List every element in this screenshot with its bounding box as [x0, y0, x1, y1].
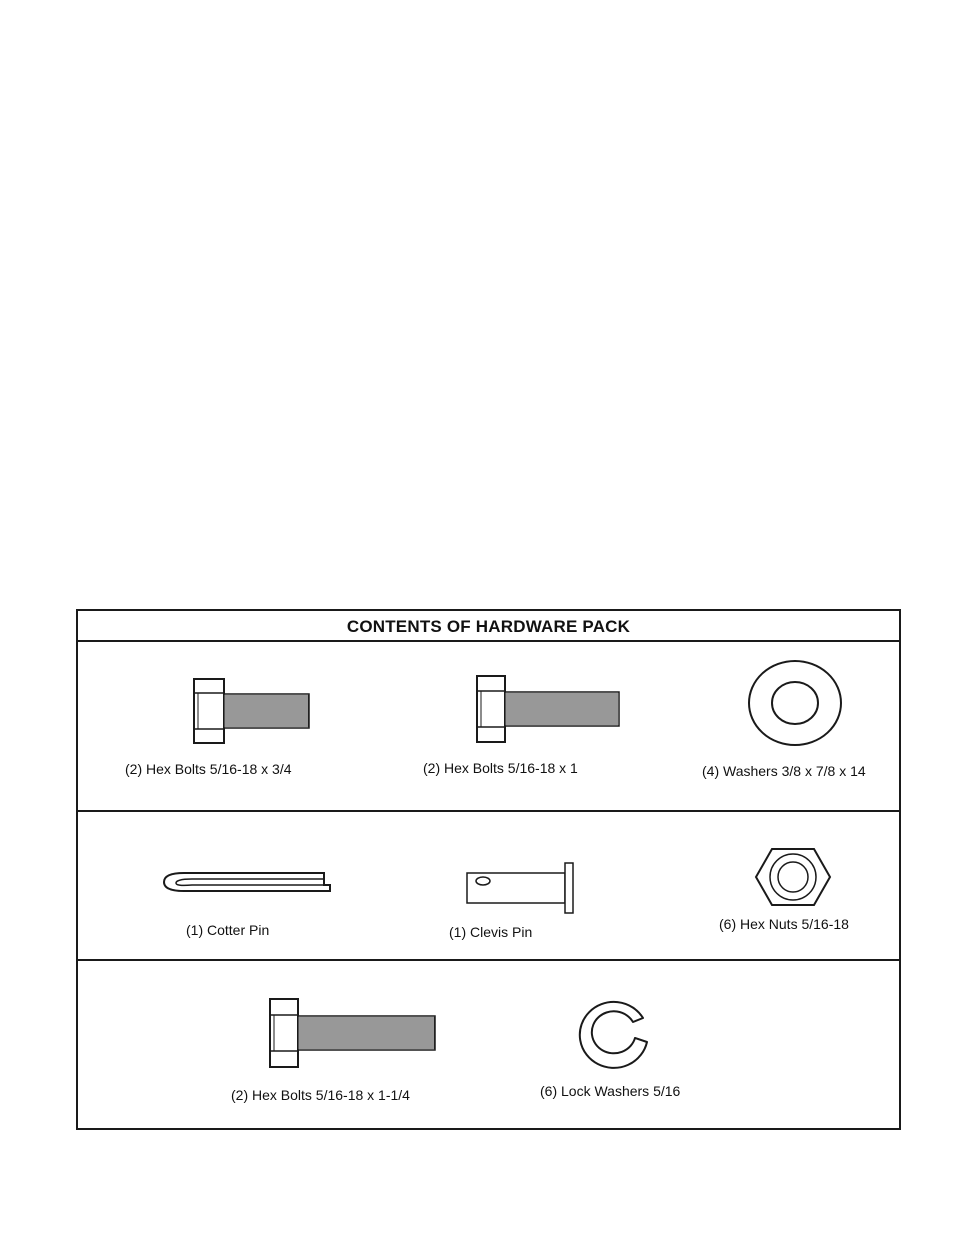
row-divider	[78, 959, 899, 961]
cotter-pin-icon	[162, 867, 334, 897]
hardware-pack-title: CONTENTS OF HARDWARE PACK	[78, 611, 899, 642]
hex-bolt-icon	[475, 674, 625, 744]
hardware-item-label: (1) Clevis Pin	[449, 924, 533, 940]
lock-washer-icon	[577, 998, 657, 1072]
hardware-item-label: (2) Hex Bolts 5/16-18 x 1-1/4	[231, 1087, 410, 1103]
hex-nut-icon	[754, 845, 834, 909]
hardware-item-label: (1) Cotter Pin	[186, 922, 270, 938]
hex-bolt-icon	[192, 677, 312, 745]
washer-icon	[746, 658, 844, 748]
clevis-pin-icon	[465, 861, 577, 915]
hex-bolt-icon	[268, 997, 438, 1069]
hardware-item-label: (6) Lock Washers 5/16	[540, 1083, 681, 1099]
hardware-item-label: (2) Hex Bolts 5/16-18 x 1	[423, 760, 578, 776]
hardware-item-label: (6) Hex Nuts 5/16-18	[719, 916, 849, 932]
hardware-pack-table	[76, 609, 901, 1130]
hardware-item-label: (2) Hex Bolts 5/16-18 x 3/4	[125, 761, 292, 777]
row-divider	[78, 810, 899, 812]
hardware-item-label: (4) Washers 3/8 x 7/8 x 14	[702, 763, 866, 779]
